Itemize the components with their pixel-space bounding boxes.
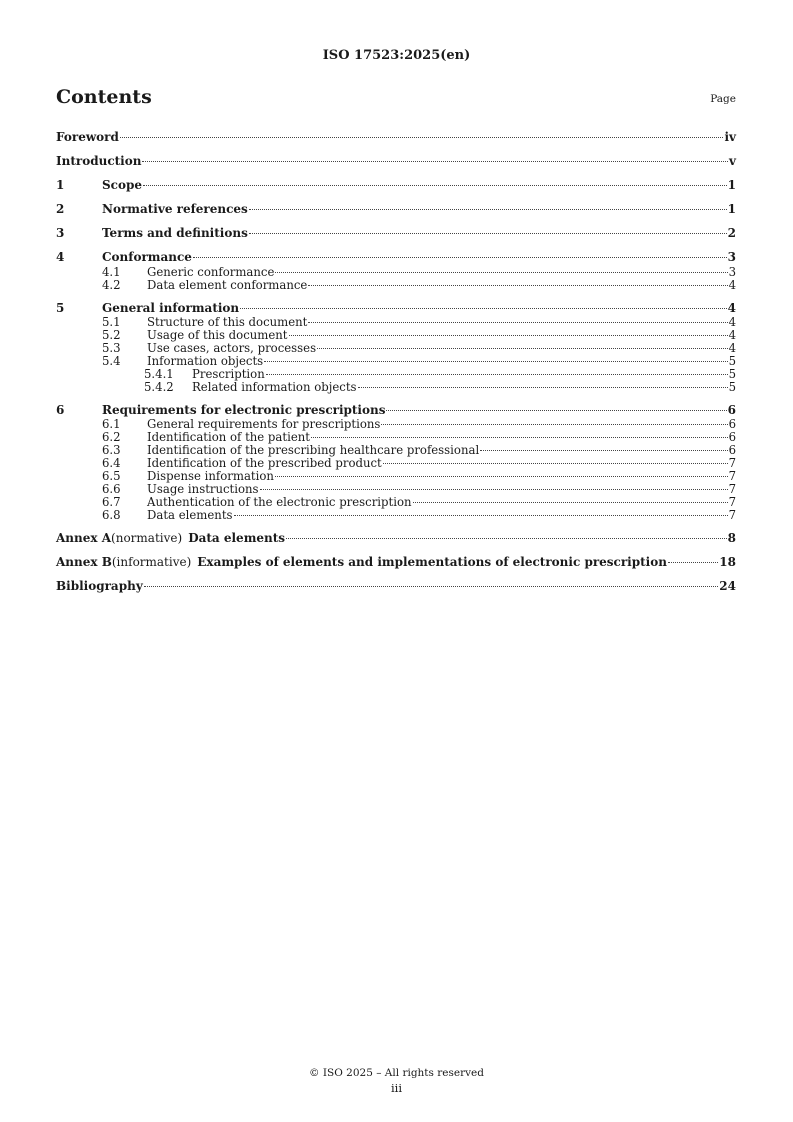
toc-entry-annex-b[interactable] bbox=[56, 554, 736, 570]
dot-leader bbox=[275, 476, 728, 477]
toc-entry-number: 2 bbox=[56, 202, 65, 217]
page-column-label: Page bbox=[710, 93, 736, 105]
toc-entry-text: Terms and definitions bbox=[102, 226, 248, 241]
table-of-contents bbox=[56, 129, 736, 594]
toc-entry-text: Examples of elements and implementations of electronic prescription bbox=[197, 554, 667, 569]
toc-entry-number: 5.4.2 bbox=[144, 379, 174, 394]
toc-entry-text: Authentication of the electronic prescription bbox=[147, 494, 412, 509]
dot-leader bbox=[240, 308, 726, 309]
dot-leader bbox=[142, 161, 728, 162]
toc-entry-general-information[interactable] bbox=[56, 300, 736, 316]
toc-entry-page: 5 bbox=[728, 379, 736, 394]
dot-leader bbox=[264, 361, 727, 362]
annex-label: Annex B bbox=[56, 554, 112, 569]
toc-entry-text: Requirements for electronic prescriptions bbox=[102, 402, 386, 417]
annex-qualifier: (normative) bbox=[111, 530, 183, 545]
toc-entry-text: Introduction bbox=[56, 154, 142, 169]
toc-entry-text: General information bbox=[102, 300, 240, 315]
toc-entry-page: 7 bbox=[728, 481, 736, 496]
toc-entry-number: 6.5 bbox=[102, 468, 121, 483]
toc-entry-number: 5.4.1 bbox=[144, 366, 174, 381]
toc-entry-text: Foreword bbox=[56, 130, 119, 144]
toc-entry-number: 5.1 bbox=[102, 314, 121, 329]
toc-entry-page: 2 bbox=[727, 226, 736, 241]
dot-leader bbox=[193, 257, 727, 258]
toc-entry-usage-instructions[interactable] bbox=[56, 483, 736, 496]
toc-entry-dispense-information[interactable] bbox=[56, 470, 736, 483]
toc-entry-scope[interactable] bbox=[56, 177, 736, 193]
toc-entry-data-elements[interactable] bbox=[56, 509, 736, 522]
toc-entry-structure[interactable] bbox=[56, 316, 736, 329]
toc-entry-text: Bibliography bbox=[56, 578, 143, 593]
document-id-header: ISO 17523:2025(en) bbox=[322, 48, 471, 63]
toc-entry-text: Structure of this document bbox=[147, 314, 308, 329]
toc-entry-related-information-objects[interactable] bbox=[56, 381, 736, 394]
toc-entry-number: 6.8 bbox=[102, 507, 121, 522]
dot-leader bbox=[668, 562, 718, 563]
toc-entry-text: Scope bbox=[102, 178, 143, 193]
toc-entry-page: 6 bbox=[728, 429, 736, 444]
toc-entry-page: v bbox=[729, 154, 736, 169]
toc-entry-text: Identification of the prescribed product bbox=[147, 455, 382, 470]
dot-leader bbox=[286, 538, 727, 539]
toc-entry-page: 1 bbox=[727, 178, 736, 193]
toc-entry-bibliography[interactable] bbox=[56, 578, 736, 594]
toc-entry-text: General requirements for prescriptions bbox=[147, 416, 381, 431]
toc-entry-page: 4 bbox=[728, 277, 736, 292]
toc-entry-text: Identification of the prescribing healthcare professional bbox=[147, 442, 480, 457]
toc-entry-text: Identification of the patient bbox=[147, 429, 310, 444]
toc-entry-conformance[interactable] bbox=[56, 249, 736, 265]
dot-leader bbox=[143, 185, 727, 186]
toc-entry-text: Usage instructions bbox=[147, 481, 259, 496]
toc-entry-text: Information objects bbox=[147, 353, 264, 368]
toc-entry-page: 4 bbox=[728, 314, 736, 329]
toc-entry-text: Conformance bbox=[102, 250, 192, 265]
toc-entry-page: 4 bbox=[728, 327, 736, 342]
toc-entry-number: 3 bbox=[56, 226, 65, 241]
toc-entry-page: iv bbox=[724, 130, 736, 144]
toc-entry-number: 5.4 bbox=[102, 353, 121, 368]
toc-entry-page: 6 bbox=[728, 416, 736, 431]
dot-leader bbox=[311, 437, 728, 438]
toc-entry-number: 4.1 bbox=[102, 264, 121, 279]
toc-entry-requirements[interactable] bbox=[56, 402, 736, 418]
toc-entry-page: 3 bbox=[727, 250, 736, 265]
dot-leader bbox=[308, 285, 727, 286]
toc-entry-page: 5 bbox=[728, 353, 736, 368]
dot-leader bbox=[308, 322, 727, 323]
toc-entry-number: 4 bbox=[56, 250, 65, 265]
dot-leader bbox=[120, 137, 724, 138]
dot-leader bbox=[289, 335, 728, 336]
toc-entry-foreword[interactable] bbox=[56, 129, 736, 145]
page-number: iii bbox=[390, 1081, 403, 1095]
toc-entry-text: Usage of this document bbox=[147, 327, 288, 342]
dot-leader bbox=[317, 348, 727, 349]
toc-entry-prescription[interactable] bbox=[56, 368, 736, 381]
toc-entry-product-identification[interactable] bbox=[56, 457, 736, 470]
toc-entry-page: 24 bbox=[719, 578, 736, 593]
dot-leader bbox=[249, 209, 727, 210]
toc-entry-number: 1 bbox=[56, 178, 65, 193]
toc-entry-page: 1 bbox=[727, 202, 736, 217]
dot-leader bbox=[358, 387, 728, 388]
toc-entry-normative-references[interactable] bbox=[56, 201, 736, 217]
dot-leader bbox=[266, 374, 728, 375]
dot-leader bbox=[480, 450, 727, 451]
toc-entry-page: 5 bbox=[728, 366, 736, 381]
toc-entry-page: 8 bbox=[727, 530, 736, 545]
dot-leader bbox=[144, 586, 719, 587]
toc-entry-page: 7 bbox=[728, 507, 736, 522]
copyright-notice: © ISO 2025 – All rights reserved bbox=[309, 1067, 484, 1079]
toc-entry-text: Use cases, actors, processes bbox=[147, 340, 317, 355]
toc-entry-number: 6.7 bbox=[102, 494, 121, 509]
toc-entry-general-requirements[interactable] bbox=[56, 418, 736, 431]
toc-entry-number: 6.6 bbox=[102, 481, 121, 496]
toc-entry-page: 6 bbox=[727, 402, 736, 417]
annex-label: Annex A bbox=[56, 530, 112, 545]
toc-entry-number: 6.2 bbox=[102, 429, 121, 444]
toc-entry-number: 6.1 bbox=[102, 416, 121, 431]
toc-entry-page: 6 bbox=[728, 442, 736, 457]
toc-entry-generic-conformance[interactable] bbox=[56, 266, 736, 279]
toc-entry-usage[interactable] bbox=[56, 329, 736, 342]
dot-leader bbox=[275, 272, 727, 273]
toc-entry-text: Data elements bbox=[147, 507, 233, 522]
toc-entry-text: Normative references bbox=[102, 202, 248, 217]
toc-entry-data-element-conformance[interactable] bbox=[56, 279, 736, 292]
dot-leader bbox=[234, 515, 728, 516]
toc-entry-text: Data element conformance bbox=[147, 277, 308, 292]
toc-entry-text: Dispense information bbox=[147, 468, 274, 483]
toc-entry-patient-identification[interactable] bbox=[56, 431, 736, 444]
toc-entry-page: 3 bbox=[728, 264, 736, 279]
toc-entry-page: 7 bbox=[728, 455, 736, 470]
toc-entry-text: Generic conformance bbox=[147, 264, 275, 279]
toc-entry-page: 4 bbox=[727, 300, 736, 315]
page-title: Contents bbox=[56, 86, 152, 108]
toc-entry-page: 4 bbox=[728, 340, 736, 355]
toc-entry-number: 5.3 bbox=[102, 340, 121, 355]
toc-entry-number: 4.2 bbox=[102, 277, 121, 292]
toc-entry-introduction[interactable] bbox=[56, 153, 736, 169]
toc-entry-page: 7 bbox=[728, 468, 736, 483]
toc-entry-number: 6 bbox=[56, 402, 65, 417]
toc-entry-professional-identification[interactable] bbox=[56, 444, 736, 457]
dot-leader bbox=[413, 502, 728, 503]
toc-entry-text: Data elements bbox=[188, 530, 286, 545]
toc-entry-number: 6.3 bbox=[102, 442, 121, 457]
toc-entry-authentication[interactable] bbox=[56, 496, 736, 509]
toc-entry-text: Prescription bbox=[192, 366, 265, 381]
toc-entry-information-objects[interactable] bbox=[56, 355, 736, 368]
dot-leader bbox=[381, 424, 727, 425]
dot-leader bbox=[260, 489, 728, 490]
annex-qualifier: (informative) bbox=[111, 554, 192, 569]
toc-entry-page: 7 bbox=[728, 494, 736, 509]
toc-entry-terms-definitions[interactable] bbox=[56, 225, 736, 241]
toc-entry-use-cases[interactable] bbox=[56, 342, 736, 355]
toc-entry-annex-a[interactable] bbox=[56, 530, 736, 546]
dot-leader bbox=[383, 463, 728, 464]
toc-entry-text: Related information objects bbox=[192, 379, 357, 394]
toc-entry-number: 6.4 bbox=[102, 455, 121, 470]
toc-entry-number: 5.2 bbox=[102, 327, 121, 342]
dot-leader bbox=[249, 233, 727, 234]
toc-entry-page: 18 bbox=[719, 554, 736, 569]
toc-entry-number: 5 bbox=[56, 300, 65, 315]
dot-leader bbox=[386, 410, 726, 411]
page-footer bbox=[0, 1067, 793, 1095]
